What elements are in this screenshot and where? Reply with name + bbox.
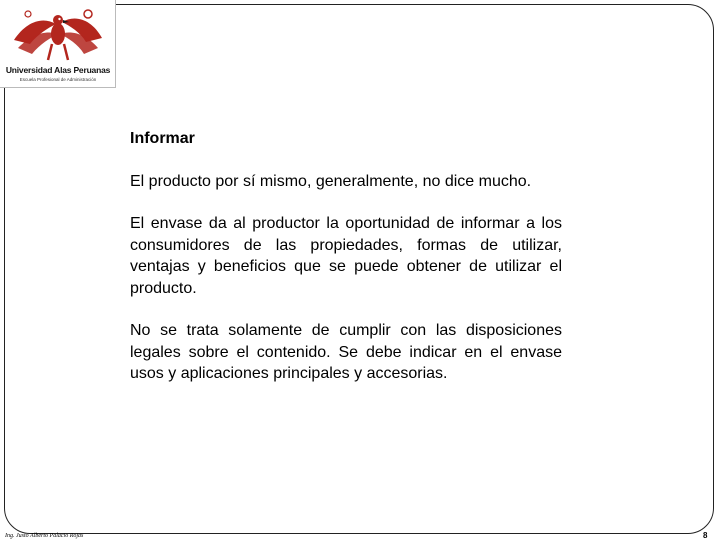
condor-emblem-icon [8,4,108,64]
paragraph: No se trata solamente de cumplir con las disposiciones legales sobre el contenido. Se debe indicar en el envase usos y aplicaciones principales y accesorias. [130,322,562,382]
slide-content [130,128,562,406]
logo-name: Universidad Alas Peruanas [5,65,111,75]
logo-tagline: Escuela Profesional de Administración [19,77,97,82]
footer-author: Ing. Justo Alberto Palacio Rojas [5,533,84,539]
paragraph: El producto por sí mismo, generalmente, no dice mucho. [130,172,532,190]
slide-title: Informar [130,130,195,147]
paragraph: El envase da al productor la oportunidad de informar a los consumidores de las propiedades, formas de utilizar, ventajas y beneficios que se puede obtener de utilizar el producto. [130,215,562,297]
page-number: 8 [703,531,708,540]
university-logo [0,0,116,88]
